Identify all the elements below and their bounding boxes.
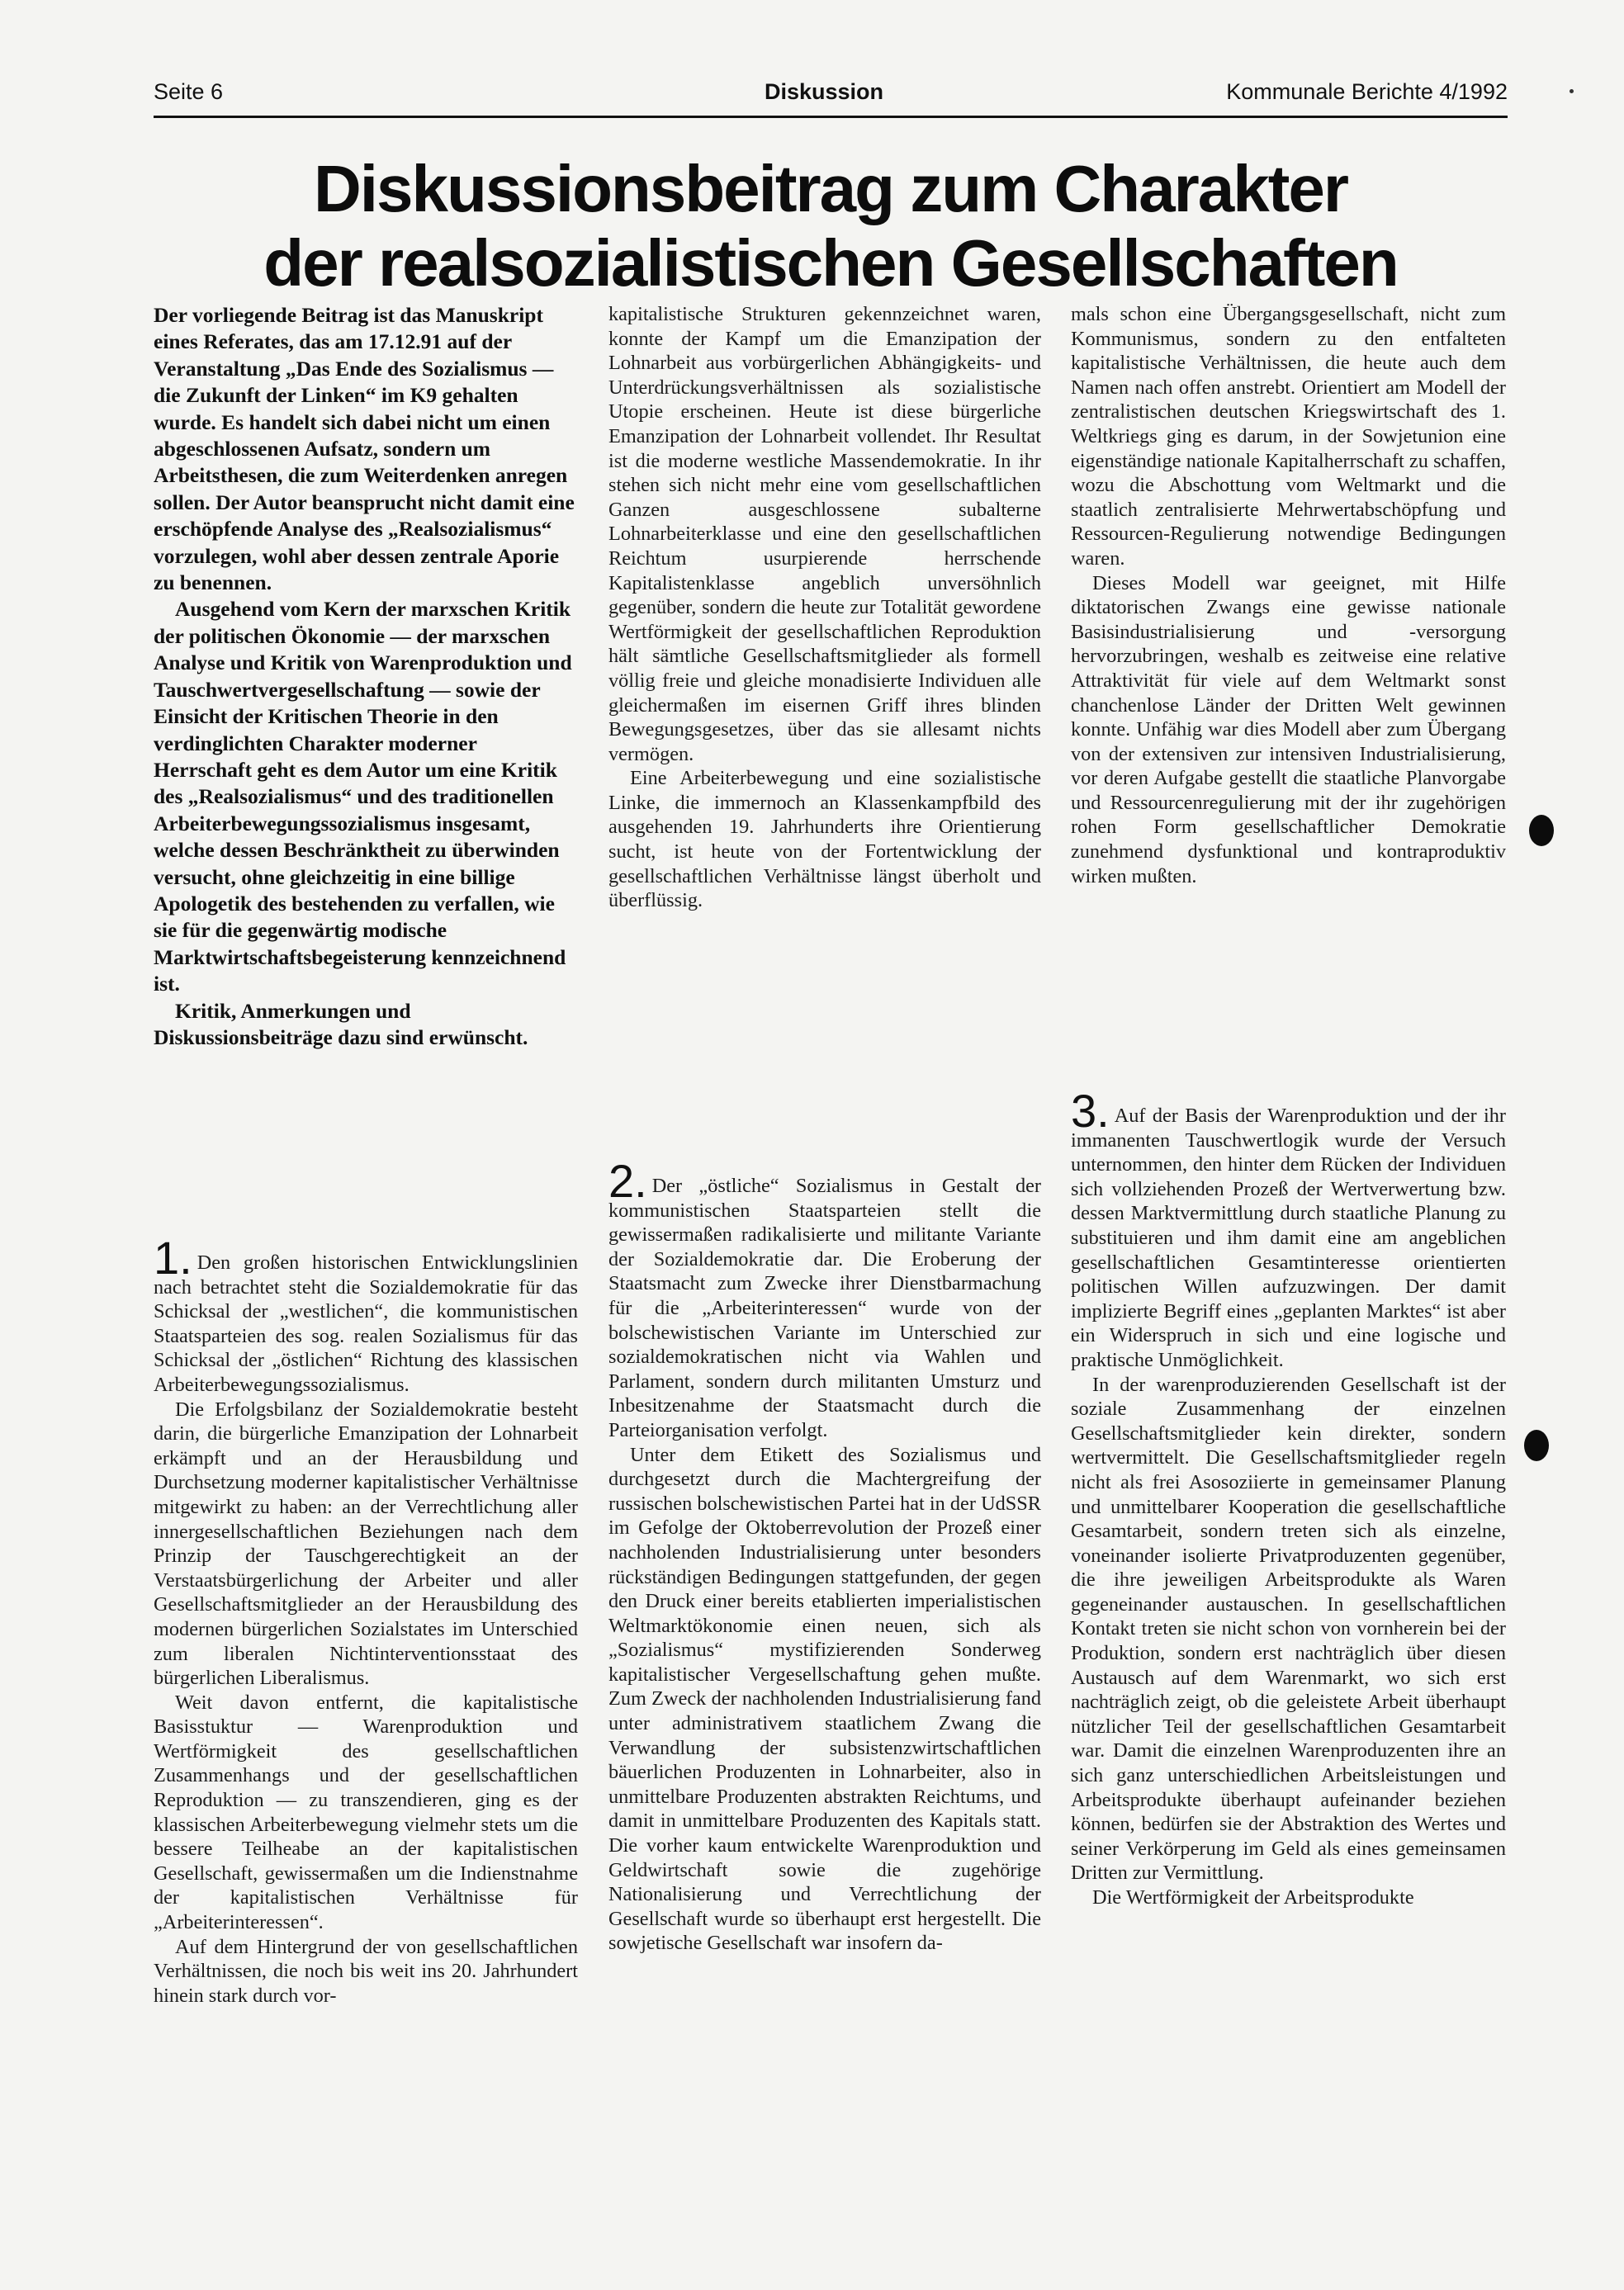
section-paragraph: Weit davon entfernt, die kapitalistische Basisstuktur — Warenproduktion und Wertförmigkeit des gesellschaftlichen Zusammenhangs und der gesellschaftlichen Reproduktion — zu transzendieren, ging es der klassischen Arbeiterbewegung vielmehr stets um die bessere Teilheabe an der kapitalistischen Gesellschaft, gewissermaßen um die Indienstnahme der kapitalistischen Verhältnisse für „Arbeiterinteressen“. <box>154 1691 578 1934</box>
headline-line-1: Diskussionsbeitrag zum Charakter <box>314 152 1347 225</box>
section-number: 2. <box>608 1155 647 1207</box>
intro-block <box>154 302 578 1051</box>
intro-paragraph: Kritik, Anmerkungen und Diskussionsbeiträge dazu sind erwünscht. <box>154 998 528 1049</box>
body-paragraph: Eine Arbeiterbewegung und eine sozialistische Linke, die immernoch an Klassenkampfbild des ausgehenden 19. Jahrhunderts ihre Orientierung sucht, ist heute von der Fortentwicklung der gesellschaftlichen Verhältnisse längst überholt und überflüssig. <box>608 767 1041 912</box>
punch-hole <box>1524 1430 1549 1461</box>
body-paragraph: kapitalistische Strukturen gekennzeichnet waren, konnte der Kampf um die Emanzipation der Lohnarbeit aus vorbürgerlichen Abhängigkeits- und Unterdrückungsverhältnissen als sozialistische Utopie erscheinen. Heute ist diese bürgerliche Emanzipation der Lohnarbeit vollendet. Ihr Resultat ist die moderne westliche Massendemokratie. In ihr stehen sich nicht mehr eine vom gesellschaftlichen Ganzen ausgeschlossene subalterne Lohnarbeiterklasse und eine den gesellschaftlichen Reichtum usurpierende herrschende Kapitalistenklasse angeblich unversöhnlich gegenüber, sondern die heute zur Totalität gewordene Wertförmigkeit der gesellschaftlichen Reproduktion hält sämtliche Gesellschaftsmitglieder als formell völlig freie und gleiche monadisierte Individuen alle gleichermaßen im eisernen Griff ihres blinden Bewegungsgesetzes, über das sie allesamt nichts vermögen. <box>608 303 1041 765</box>
section-number: 3. <box>1071 1085 1110 1137</box>
column-2 <box>608 302 1041 913</box>
section-number: 1. <box>154 1232 192 1284</box>
intro-paragraph: Der vorliegende Beitrag ist das Manuskript eines Referates, das am 17.12.91 auf der Veranstaltung „Das Ende des Sozialismus — die Zukunft der Linken“ im K9 gehalten wurde. Es handelt sich dabei nicht um einen abgeschlossenen Aufsatz, sondern um Arbeitsthesen, die zum Weiterdenken anregen sollen. Der Autor beansprucht nicht damit eine erschöpfende Analyse des „Realsozialismus“ vorzulegen, wohl aber dessen zentrale Aporie zu benennen. <box>154 303 575 595</box>
section-paragraph: 1. Den großen historischen Entwicklungslinien nach betrachtet steht die Sozialdemokratie für das Schicksal der „westlichen“, die kommunistischen Staatsparteien des sog. realen Sozialismus für das Schicksal der „östlichen“ Richtung des klassischen Arbeiterbewegungssozialismus. <box>154 1232 578 1396</box>
punch-hole <box>1529 815 1554 846</box>
section-paragraph: In der warenproduzierenden Gesellschaft ist der soziale Zusammenhang der einzelnen Gesellschaftsmitglieder kein direkter, sondern wertvermittelt. Die Gesellschaftsmitglieder regeln nicht als frei Asosoziierte in gemeinsamer Planung und unmittelbarer Kooperation die gesellschaftliche Gesamtarbeit, sondern treten sich als einzelne, voneinander isolierte Privatproduzenten gegenüber, die ihre jeweiligen Arbeitsprodukte als Waren gegeneinander austauschen. In gesellschaftlichen Kontakt treten sie nicht schon von vornherein bei der Produktion, sondern erst nachträglich über diesen Austausch auf dem Warenmarkt, wo sich erst nachträglich zeigt, ob die geleistete Arbeit überhaupt nützlicher Teil der gesellschaftlichen Gesamtarbeit war. Damit die einzelnen Warenproduzenten ihre an sich ganz unterschiedlichen Arbeitsleistungen und Arbeitsprodukte überhaupt aufeinander beziehen können, bedürfen sie der Abstraktion des Wertes und seiner Verkörperung im Geld als eines gemeinsamen Dritten zur Vermittlung. <box>1071 1373 1506 1885</box>
article-headline <box>154 152 1508 300</box>
section-label: Diskussion <box>765 79 884 104</box>
section-paragraph: 3. Auf der Basis der Warenproduktion und der ihr immanenten Tauschwertlogik wurde der Versuch unternommen, den hinter dem Rücken der Individuen sich vollziehenden Prozeß der Wertverwertung bzw. dessen Marktvermittlung durch staatliche Planung zu substituieren und ihm damit eine am angeblichen gesellschaftlichen Gesamtinteresse orientierten politischen Willen aufzuzwingen. Der damit implizierte Begriff eines „geplanten Marktes“ ist aber ein Widerspruch in sich und eine logische und praktische Unmöglichkeit. <box>1071 1085 1506 1371</box>
section-paragraph: Die Wertförmigkeit der Arbeitsprodukte <box>1092 1886 1414 1909</box>
section-2 <box>608 1155 1041 1956</box>
section-paragraph: Unter dem Etikett des Sozialismus und durchgesetzt durch die Machtergreifung der russischen bolschewistischen Partei hat in der UdSSR im Gefolge der Oktoberrevolution der Prozeß einer nachholenden Industrialisierung unter besonders rückständigen Bedingungen stattgefunden, der gegen den Druck einer bereits etablierten imperialistischen Weltmarktökonomie einen neuen, sich als „Sozialismus“ mystifizierenden Sonderweg kapitalistischer Vergesellschaftung gehen mußte. Zum Zweck der nachholenden Industrialisierung fand unter administrativem staatlichem Zwang die Verwandlung der subsistenzwirtschaftlichen bäuerlichen Produzenten in Lohnarbeiter, also in unmittelbare Produzenten abstrakten Reichtums, und damit in unmittelbare Produzenten des Kapitals statt. Die vorher kaum entwickelte Warenproduktion und Geldwirtschaft sowie die zugehörige Nationalisierung und Verrechtlichung der Gesellschaft wurde so überhaupt erst hergestellt. Die sowjetische Gesellschaft war insofern da- <box>608 1443 1041 1955</box>
headline-line-2: der realsozialistischen Gesellschaften <box>263 226 1398 300</box>
section-paragraph: Auf dem Hintergrund der von gesellschaftlichen Verhältnissen, die noch bis weit ins 20. Jahrhundert hinein stark durch vor- <box>154 1935 578 2007</box>
column-1 <box>154 302 578 1051</box>
section-3 <box>1071 1085 1506 1910</box>
body-paragraph: mals schon eine Übergangsgesellschaft, nicht zum Kommunismus, sondern zu den entfalteten kapitalistische Verhältnissen, die heute auch dem Namen nach offen anstrebt. Orientiert am Modell der zentralistischen deutschen Kriegswirtschaft des 1. Weltkriegs ging es darum, in der Sowjetunion eine eigenständige nationale Kapitalherrschaft zu schaffen, wozu die Abschottung vom Weltmarkt und die staatlich zentralisierte Mehrwertabschöpfung und Ressourcen-Regulierung notwendige Bedingungen waren. <box>1071 303 1506 570</box>
section-paragraph: Die Erfolgsbilanz der Sozialdemokratie besteht darin, die bürgerliche Emanzipation der Lohnarbeit erkämpft und an der Herausbildung und Durchsetzung moderner kapitalistischer Verhältnisse mitgewirkt zu haben: an der Verrechtlichung aller innergesellschaftlichen Beziehungen nach dem Prinzip der Tauschgerechtigkeit an der Verstaatsbürgerlichung der Arbeiter und aller Gesellschaftsmitglieder an der Herausbildung des modernen bürgerlichen Sozialstates im Unterschied zum liberalen Nichtinterventionsstaat des bürgerlichen Liberalismus. <box>154 1398 578 1690</box>
section-paragraph: 2. Der „östliche“ Sozialismus in Gestalt der kommunistischen Staatsparteien stellt die gewissermaßen radikalisierte und militante Variante der Sozialdemokratie dar. Die Eroberung der Staatsmacht zum Zwecke ihrer Dienstbarmachung für die „Arbeiterinteressen“ wurde von der bolschewistischen Variante im Unterschied zur sozialdemokratischen nicht via Wahlen und Parlament, sondern durch militanten Umsturz und Inbesitzenahme der Staatsmacht durch die Parteiorganisation verfolgt. <box>608 1155 1041 1441</box>
margin-dot <box>1570 89 1574 93</box>
header-rule <box>154 116 1508 118</box>
publication-issue: Kommunale Berichte 4/1992 <box>1226 79 1508 104</box>
intro-paragraph: Ausgehend vom Kern der marxschen Kritik der politischen Ökonomie — der marxschen Analyse und Kritik von Warenproduktion und Tauschwertvergesellschaftung — sowie der Einsicht der Kritischen Theorie in den verdinglichten Charakter moderner Herrschaft geht es dem Autor um eine Kritik des „Realsozialismus“ und des traditionellen Arbeiterbewegungssozialismus insgesamt, welche dessen Beschränktheit zu überwinden versucht, ohne gleichzeitig in eine billige Apologetik des bestehenden zu verfallen, wie sie für die gegenwärtig modische Marktwirtschaftsbegeisterung kennzeichnend ist. <box>154 597 572 996</box>
page-number: Seite 6 <box>154 79 224 104</box>
section-1 <box>154 1232 578 2008</box>
column-3 <box>1071 302 1506 888</box>
running-header <box>154 76 1508 112</box>
body-paragraph: Dieses Modell war geeignet, mit Hilfe diktatorischen Zwangs eine gewisse nationale Basisindustrialisierung und -versorgung hervorzubringen, weshalb es zeitweise eine relative Attraktivität für viele auf dem Weltmarkt sonst chanchenlose Länder der Dritten Welt gewinnen konnte. Unfähig war dies Modell aber zum Übergang von der extensiven zur intensiven Industrialisierung, vor deren Aufgabe gestellt die staatliche Planvorgabe und Ressourcenregulierung mit der ihr zugehörigen rohen Form gesellschaftlicher Demokratie zunehmend dysfunktional und kontraproduktiv wirken mußten. <box>1071 571 1506 887</box>
